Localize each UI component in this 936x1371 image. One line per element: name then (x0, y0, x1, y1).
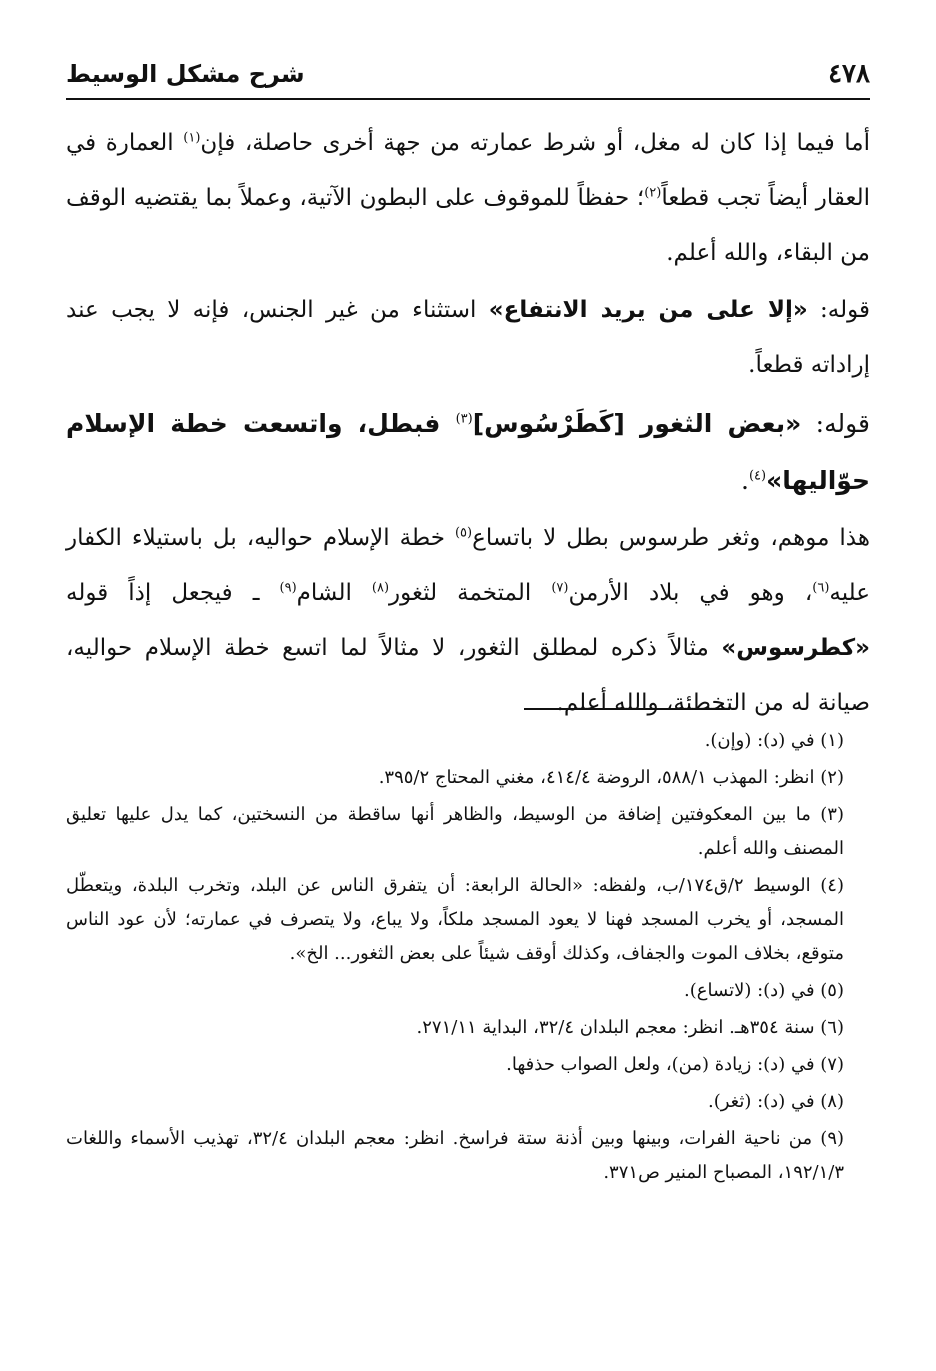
footnote: (٤) الوسيط ٢/ق١٧٤/ب، ولفظه: «الحالة الرابعة: أن يتفرق الناس عن البلد، وتخرب البلدة، ويتعطّل المسجد، أو يخرب المسجد فهنا لا يعود المسجد ملكاً، ولا يباع، ولا يتصرف في عمارته؛ لأن عود الناس متوقع، بخلاف الموت والجفاف، وكذلك أوقف شيئاً على بعض الثغور... الخ». (66, 875, 844, 964)
text-segment: قوله: (807, 297, 870, 323)
footnote: (٩) من ناحية الفرات، وبينها وبين أذنة ستة فراسخ. انظر: معجم البلدان ٣٢/٤، تهذيب الأسماء واللغات ١٩٢/١/٣، المصباح المنير ص٣٧١. (66, 1128, 845, 1183)
text-segment: استثناء من غير الجنس، فإنه لا يجب عند إراداته قطعاً. (66, 297, 870, 378)
footnote: (٨) في (د): (ثغر). (707, 1091, 844, 1112)
footnote: (١) في (د): (وإن). (704, 730, 844, 751)
paragraph (66, 116, 870, 281)
text-segment: خطة الإسلام حواليه، بل باستيلاء الكفار عليه (66, 525, 870, 606)
text-segment: ، وهو في بلاد الأرمن (568, 580, 813, 606)
footnote-separator (524, 708, 730, 710)
footnote: (٧) في (د): زيادة (من)، ولعل الصواب حذفها. (506, 1054, 844, 1075)
footnote: (٦) سنة ٣٥٤هـ. انظر: معجم البلدان ٣٢/٤، البداية ٢٧١/١١. (416, 1017, 844, 1038)
paragraph (66, 283, 870, 393)
page-header (66, 54, 870, 100)
footnote-ref: (٧) (551, 580, 569, 596)
footnote: (٢) انظر: المهذب ٥٨٨/١، الروضة ٤١٤/٤، مغني المحتاج ٣٩٥/٢. (378, 767, 844, 788)
footnote-ref: (٤) (748, 468, 767, 484)
main-text (66, 116, 870, 733)
footnote: (٥) في (د): (لاتساع). (684, 980, 844, 1001)
text-segment: الشام (296, 580, 372, 606)
quoted-text: «إلا على من يريد الانتفاع» (488, 297, 808, 323)
paragraph (66, 511, 870, 731)
text-segment: ؛ حفظاً للموقوف على البطون الآتية، وعملاً بما يقتضيه الوقف من البقاء، والله أعلم. (66, 185, 870, 266)
quoted-text: «بعض الثغور [كَطَرْسُوس] (472, 409, 802, 438)
text-segment: العمارة في العقار أيضاً تجب قطعاً (66, 130, 871, 211)
page-number: ٤٧٨ (828, 59, 870, 89)
footnote-ref: (٦) (812, 580, 830, 596)
footnote-ref: (١) (183, 130, 201, 146)
footnote-ref: (٨) (371, 580, 390, 596)
footnote-ref: (٢) (644, 185, 662, 201)
text-segment: هذا موهم، وثغر طرسوس بطل لا باتساع (472, 525, 870, 551)
text-segment: مثالاً ذكره لمطلق الثغور، لا مثالاً لما اتسع خطة الإسلام حواليه، صيانة له من التخطئة، والله أعلم. (66, 635, 870, 716)
quoted-text: «كطرسوس» (721, 635, 870, 661)
text-segment: أما فيما إذا كان له مغل، أو شرط عمارته من جهة أخرى حاصلة، فإن (200, 130, 870, 156)
footnote: (٣) ما بين المعكوفتين إضافة من الوسيط، والظاهر أنها ساقطة من النسختين، كما يدل عليها تعليق المصنف والله أعلم. (66, 804, 844, 859)
footnotes (66, 724, 844, 1193)
text-segment: قوله: (801, 409, 870, 438)
text-segment: . (741, 466, 749, 495)
text-segment: المتخمة لثغور (389, 580, 552, 606)
text-segment: ـ فيجعل إذاً قوله (66, 580, 280, 606)
running-title: شرح مشكل الوسيط (66, 60, 305, 88)
paragraph (66, 395, 870, 509)
footnote-ref: (٥) (454, 525, 473, 541)
footnote-ref: (٩) (279, 580, 297, 596)
footnote-ref: (٣) (455, 411, 473, 427)
quoted-text: فبطل، واتسعت خطة الإسلام حوّاليها» (66, 409, 870, 495)
